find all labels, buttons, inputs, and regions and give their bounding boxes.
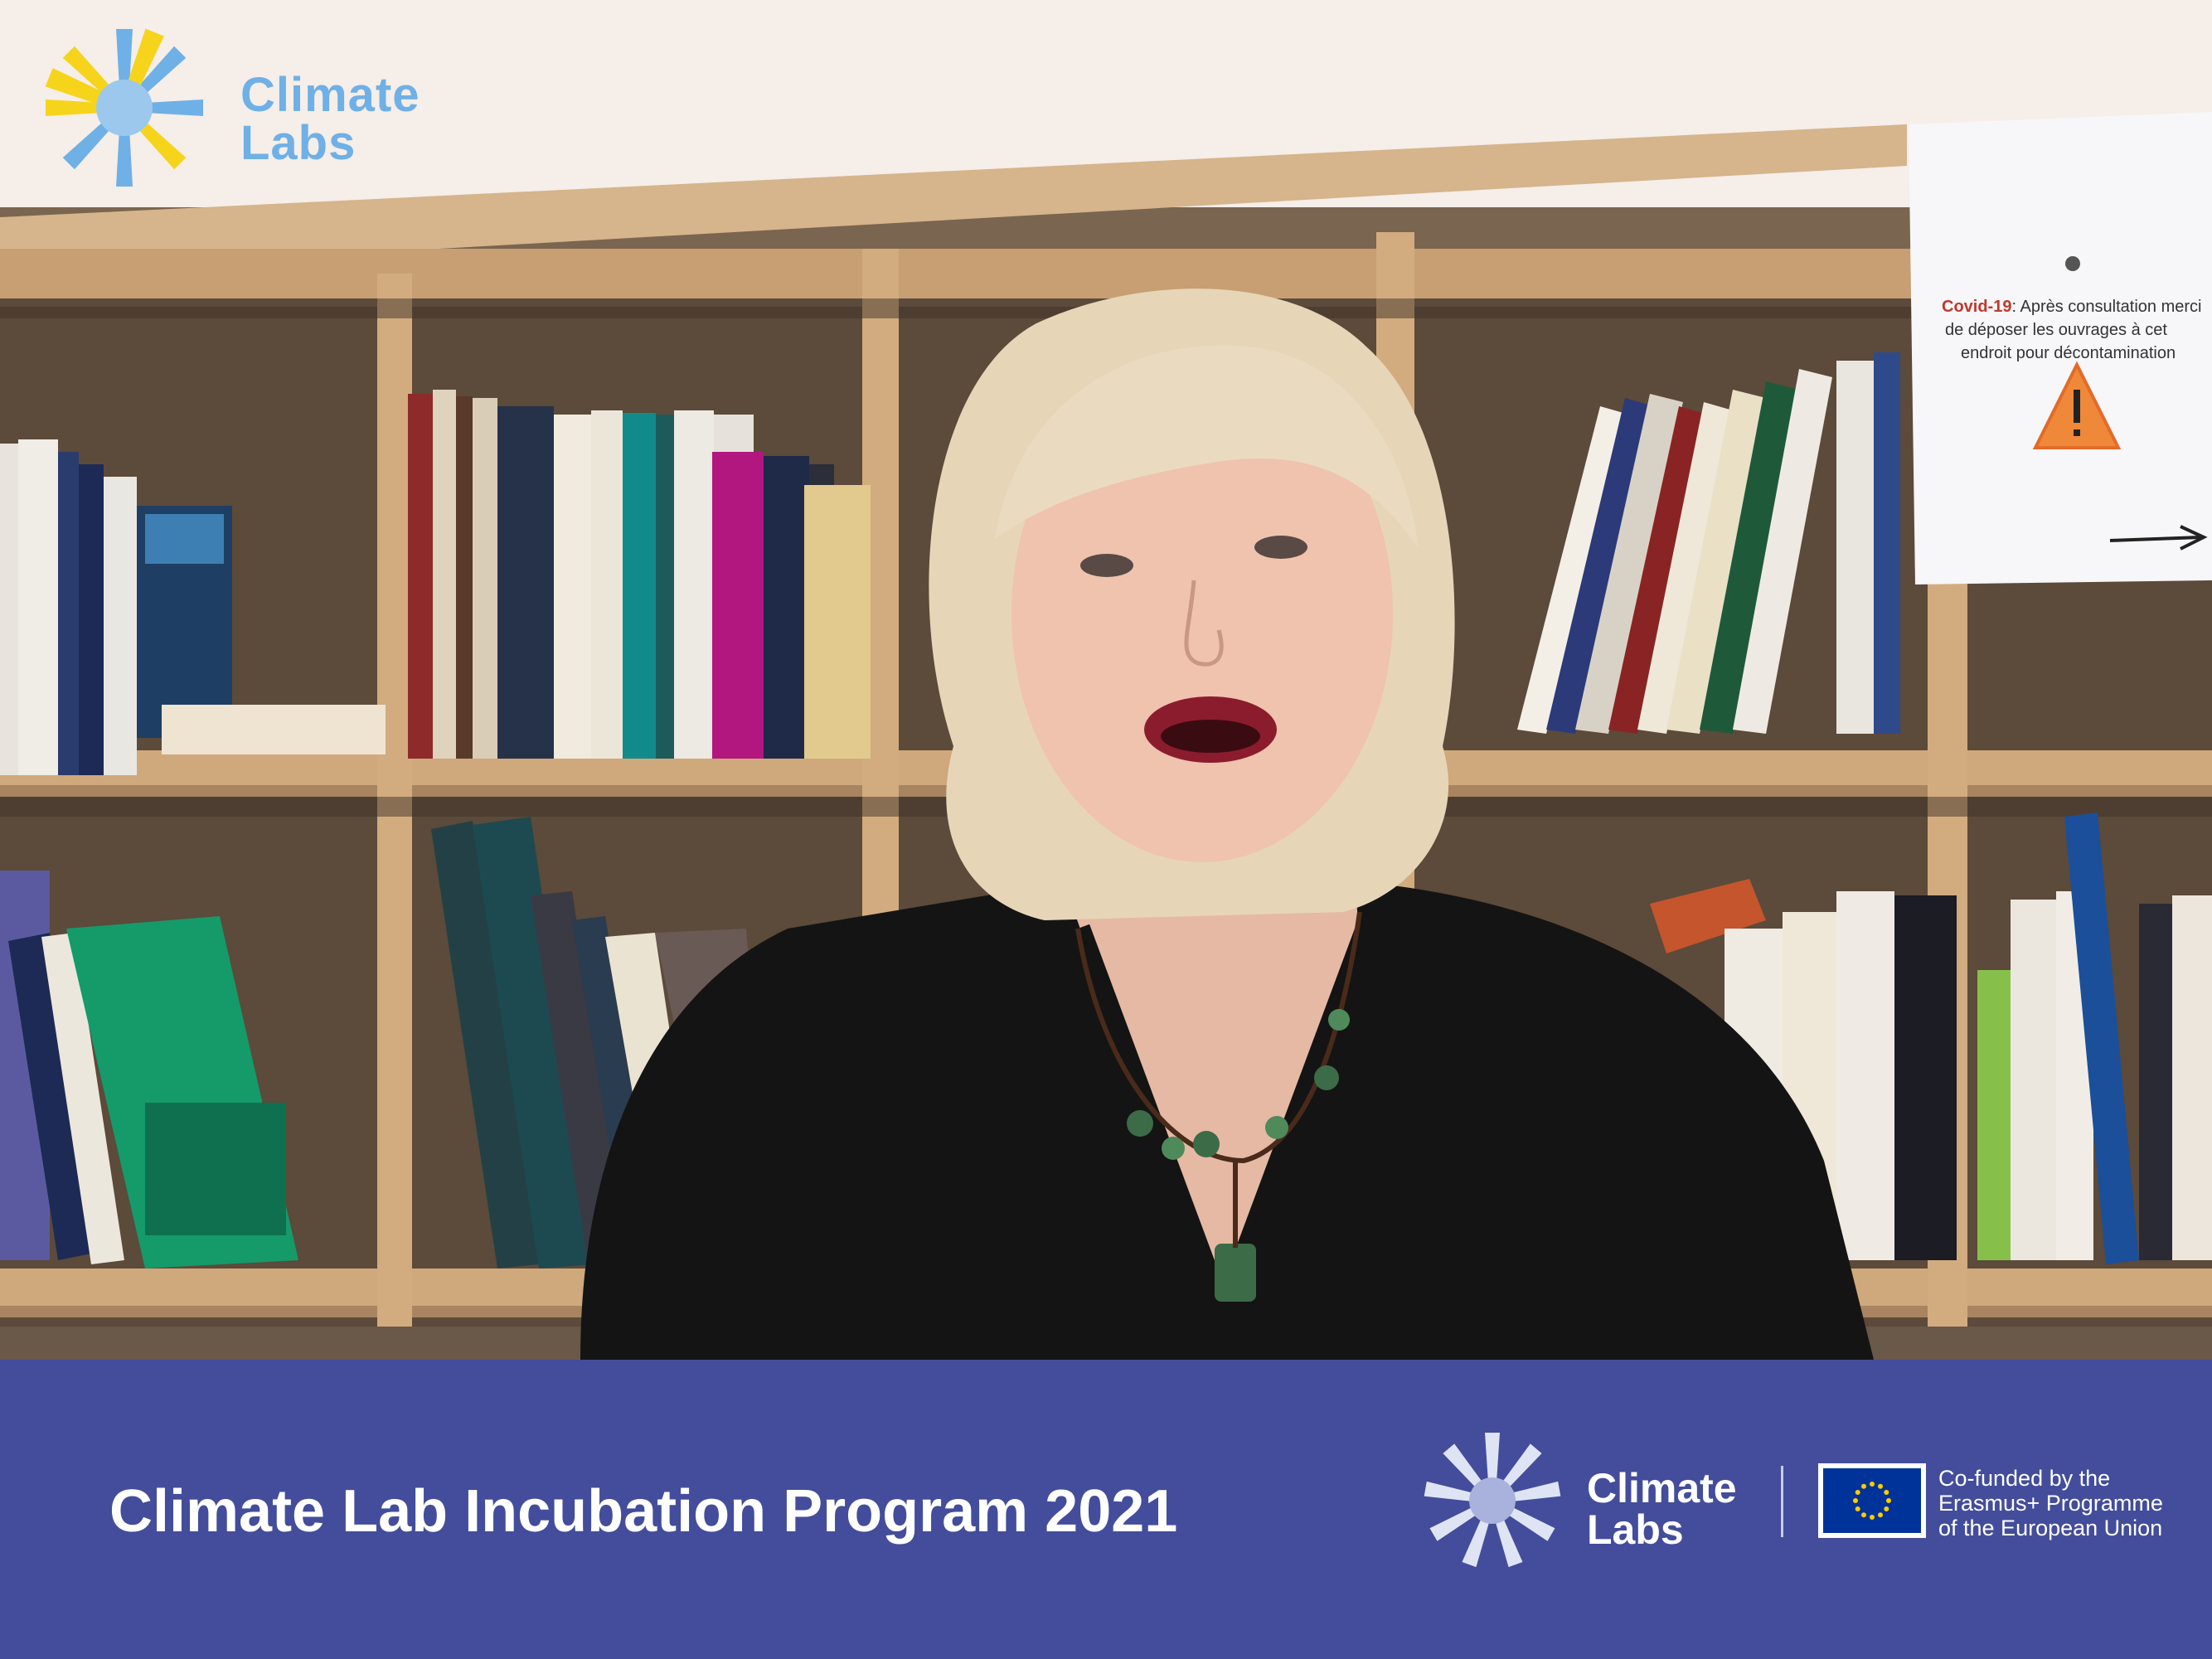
sign-heading: Covid-19 bbox=[1942, 298, 2012, 316]
banner-title: Climate Lab Incubation Program 2021 bbox=[109, 1478, 1178, 1545]
banner-logo-text bbox=[1587, 1465, 1737, 1553]
snowflake-logo-icon bbox=[1418, 1426, 1567, 1575]
covid-sign bbox=[1909, 112, 2212, 585]
climate-labs-logo-banner bbox=[1418, 1426, 1749, 1575]
eu-flag-icon bbox=[1818, 1463, 1926, 1538]
sign-line3: endroit pour décontamination bbox=[1961, 344, 2176, 362]
svg-text:Covid-19: Après consultation m bbox=[1942, 298, 2201, 316]
banner-logo-line2: Labs bbox=[1587, 1506, 1684, 1553]
logo-top-text bbox=[240, 68, 420, 170]
cofunded-text bbox=[1938, 1466, 2187, 1540]
cofund-line1: Co-funded by the bbox=[1938, 1466, 2111, 1491]
sign-line2: de déposer les ouvrages à cet bbox=[1945, 321, 2167, 339]
climate-labs-logo-icon bbox=[33, 25, 216, 191]
necklace-pendant bbox=[1215, 1244, 1256, 1302]
logo-top-line1: Climate bbox=[240, 68, 420, 122]
cofund-line2: Erasmus+ Programme bbox=[1938, 1491, 2163, 1516]
climate-labs-logo-top bbox=[33, 25, 448, 191]
banner-logo-line1: Climate bbox=[1587, 1465, 1737, 1511]
logo-divider bbox=[1781, 1466, 1783, 1537]
cofund-line3: of the European Union bbox=[1938, 1516, 2163, 1540]
caption-banner bbox=[0, 1360, 2212, 1659]
sign-line1: : Après consultation merci bbox=[2011, 298, 2202, 316]
logo-top-line2: Labs bbox=[240, 116, 357, 170]
